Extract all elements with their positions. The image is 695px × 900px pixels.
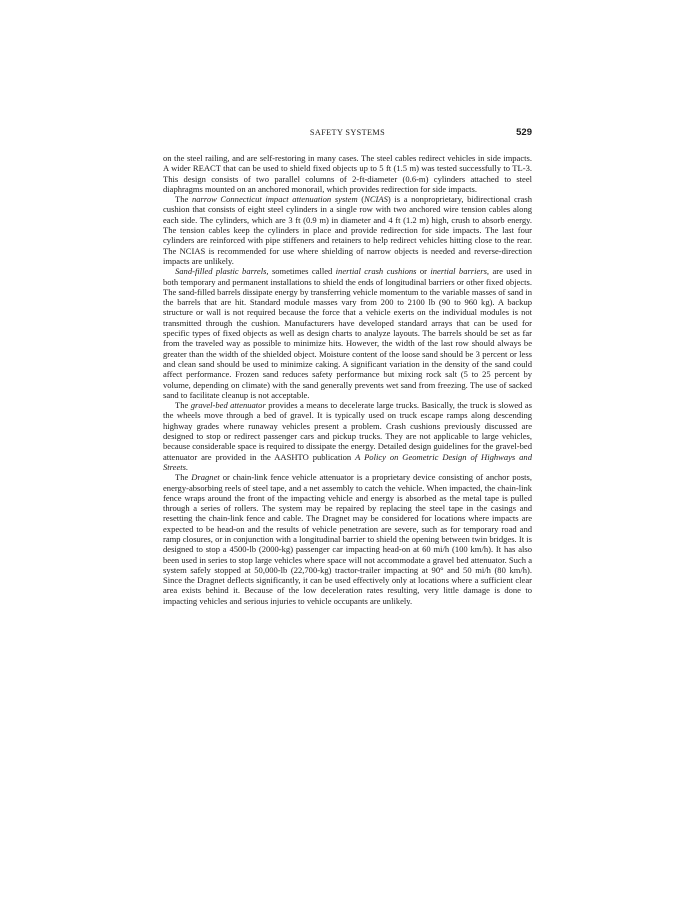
paragraph-text: on the steel railing, and are self-restoring in many cases. The steel cables redirect vehicles in side impacts. A wider REACT that can be used to shield fixed objects up to 5 ft (1.5 m) was tested successfully to TL-3. This design consists of two parallel columns of 2-ft-diameter (0.6-m) cylinders attached to steel diaphragms mounted on an anchored monorail, which provides redirection for side impacts.: [163, 153, 532, 194]
term-gravel-bed-attenuator: gravel-bed attenuator: [190, 400, 266, 411]
text-run: The: [175, 472, 192, 483]
publication-title: A Policy on Geometric Design of Highways and Streets.: [163, 451, 532, 472]
paragraph-dragnet: [163, 472, 532, 606]
paragraph-ncias: [163, 194, 532, 266]
text-run: are used in both temporary and permanent installations to shield the ends of longitudinal barriers or other fixed objects. The sand-filled barrels dissipate energy by transferring vehicle momentum to the variable masses of sand in the barrels that are hit. Standard module masses vary from 200 to 2100 lb (90 to 960 kg). A backup structure or wall is not required because the force that a vehicle exerts on the individual modules is not transmitted through the cushion. Manufacturers have developed standard arrays that can be used for specific types of fixed objects as well as design charts to analyze layouts. The barrels should be set as far from the traveled way as possible to minimize hits. However, the width of the last row should always be greater than the width of the shielded object. Moisture content of the loose sand should be 3 percent or less and clean sand should be used to minimize caking. A significant variation in the density of the sand could affect performance. Frozen sand reduces safety performance but mixing rock salt (5 to 25 percent by volume, depending on climate) with the sand generally prevents wet sand from freezing. The use of sacked sand to facilitate cleanup is not acceptable.: [163, 266, 532, 400]
term-inertial-crash-cushions: inertial crash cushions: [335, 266, 417, 277]
text-run: or chain-link fence vehicle attenuator is a proprietary device consisting of anchor posts, energy-absorbing reels of steel tape, and a net assembly to catch the vehicle. When impacted, the chain-link fence wraps around the front of the impacting vehicle and energy is absorbed as the metal tape is pulled through a series of rollers. The system may be repaired by replacing the steel tape in the casings and resetting the chain-link fence and cable. The Dragnet may be considered for locations where impacts are expected to be head-on and the results of vehicle penetration are severe, such as for temporary road and ramp closures, or in conjunction with a longitudinal barrier to shield the opening between twin bridges. It is designed to stop a 4500-lb (2000-kg) passenger car impacting head-on at 60 mi/h (100 km/h). It has also been used in series to stop large vehicles where space will not accommodate a gravel bed attenuator. Such a system safely stopped at 50,000-lb (22,700-kg) tractor-trailer impacting at 90° and 50 mi/h (80 km/h). Since the Dragnet deflects significantly, it can be used effectively only at locations where a sufficient clear area exists behind it. Because of the low deceleration rates resulting, very little damage is done to impacting vehicles and serious injuries to vehicle occupants are unlikely.: [163, 472, 532, 606]
term-dragnet: Dragnet: [191, 472, 220, 483]
paragraph-sand-barrels: [163, 266, 532, 400]
text-run: or: [416, 266, 431, 277]
text-run: The: [175, 400, 191, 411]
text-run: (: [357, 194, 365, 205]
paragraph-react-continued: [163, 153, 532, 194]
running-title: SAFETY SYSTEMS: [309, 128, 386, 137]
paragraph-gravel-bed: [163, 400, 532, 472]
term-ncias-full: narrow Connecticut impact attenuation system: [191, 194, 358, 205]
text-run: sometimes called: [268, 266, 336, 277]
text-run: The: [175, 194, 192, 205]
term-ncias-abbr: NCIAS: [364, 194, 388, 205]
text-run: ) is a nonproprietary, bidirectional crash cushion that consists of eight steel cylinders in a single row with two anchored wire tension cables along each side. The cylinders, which are 3 ft (0.9 m) in diameter and 4 ft (1.2 m) high, crush to absorb energy. The tension cables keep the cylinders in place and provide redirection for side impacts. The last four cylinders are reinforced with pipe stiffeners and retainers to help redirect vehicles hitting close to the rear. The NCIAS is recommended for use where shielding of narrow objects is needed and reverse-direction impacts are unlikely.: [163, 194, 533, 266]
page-number: 529: [516, 127, 532, 138]
running-header: [163, 126, 532, 140]
text-run: provides a means to decelerate large trucks. Basically, the truck is slowed as the wheels move through a bed of gravel. It is typically used on truck escape ramps along descending highway grades where runaway vehicles present a problem. Crash cushions previously discussed are designed to stop or redirect passenger cars and pickup trucks. They are not applicable to large vehicles, because considerable space is required to dissipate the energy. Detailed design guidelines for the gravel-bed attenuator are provided in the AASHTO publication: [163, 400, 532, 462]
term-inertial-barriers: inertial barriers,: [430, 266, 490, 277]
body-text: [163, 153, 532, 606]
term-sand-filled-barrels: Sand-filled plastic barrels,: [175, 266, 269, 277]
